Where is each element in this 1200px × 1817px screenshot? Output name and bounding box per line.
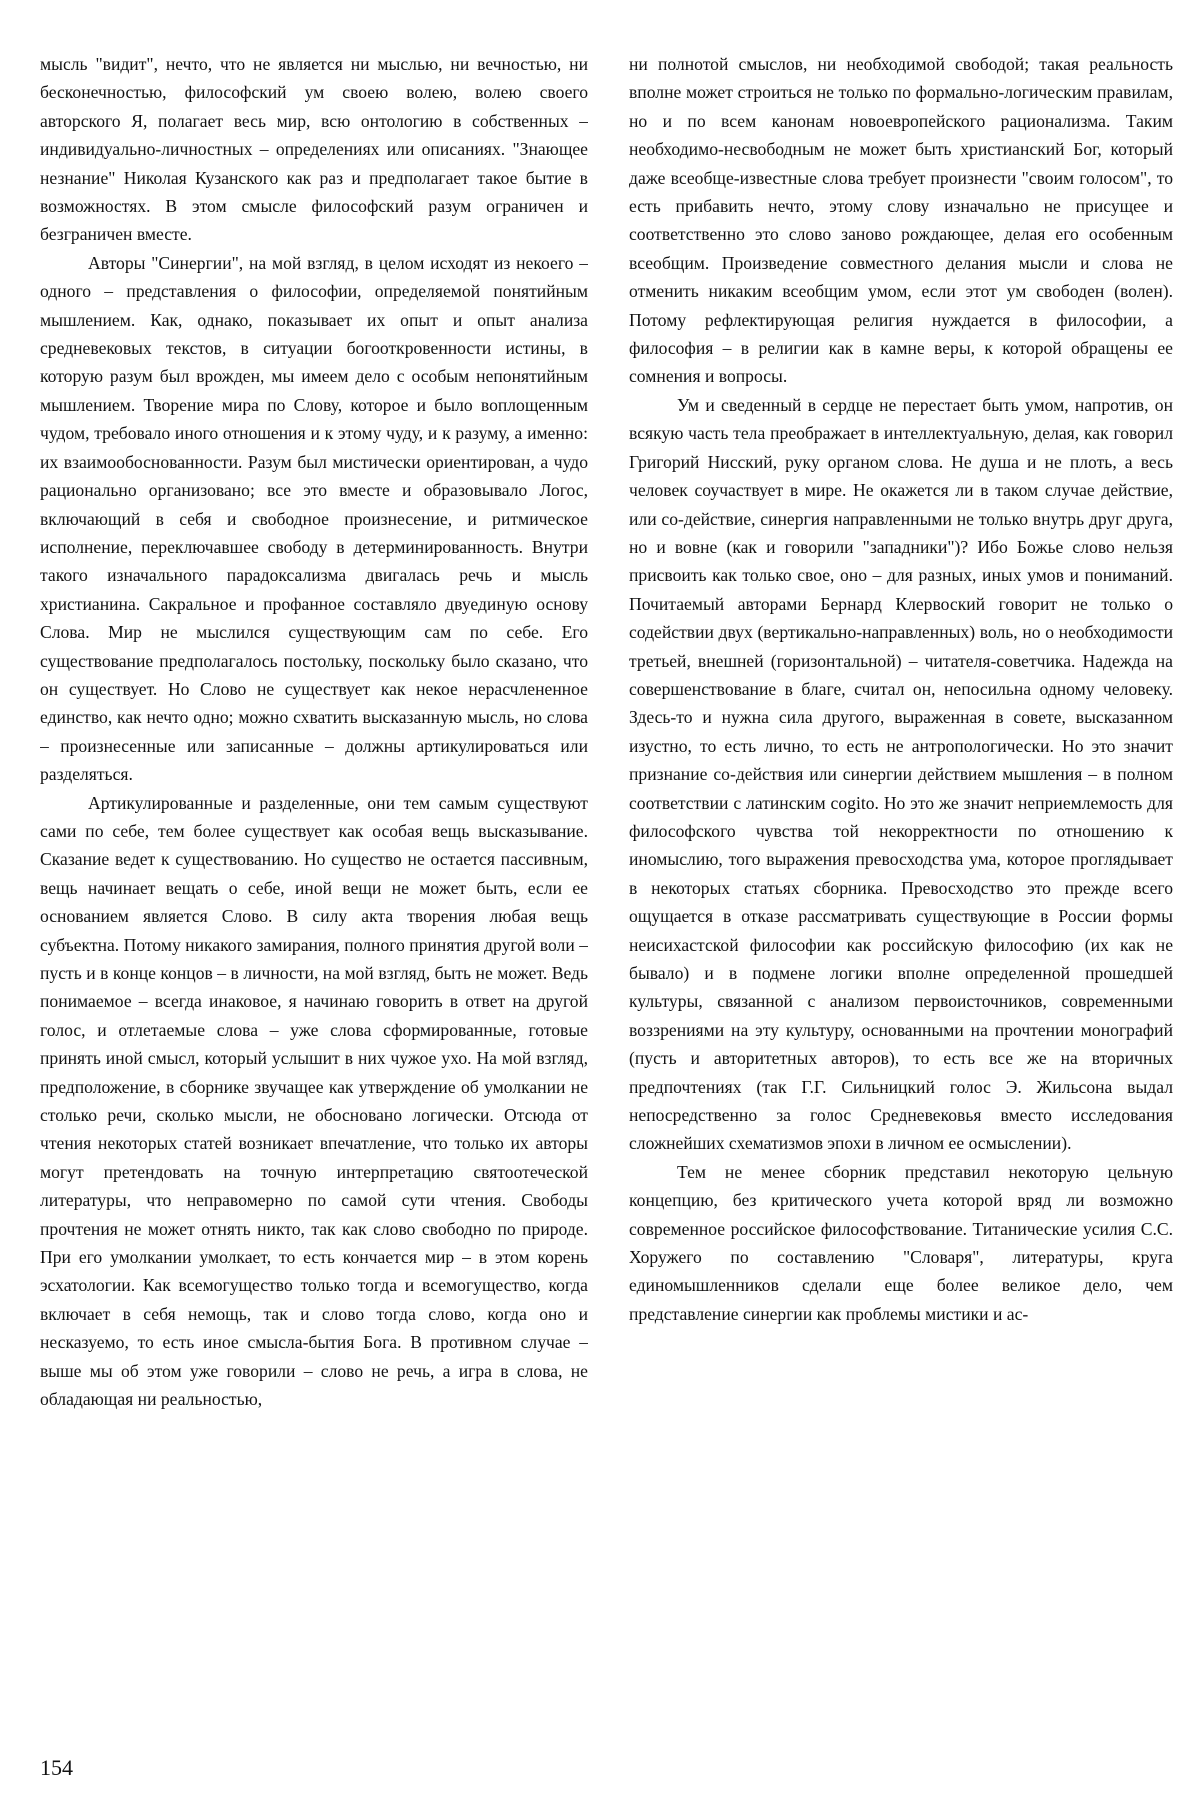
paragraph: Артикулированные и разделенные, они тем самым существуют сами по себе, тем более существует как особая вещь высказывание. Сказание ведет к существованию. Но существо не остается пассивным, вещь начинает вещать о себе, иной вещи не может быть, если ее основанием является Слово. В силу акта творения любая вещь субъектна. Потому никакого замирания, полного принятия другой воли – пусть и в конце концов – в личности, на мой взгляд, быть не может. Ведь понимаемое – всегда инаковое, я начинаю говорить в ответ на другой голос, и отлетаемые слова – уже слова сформированные, готовые принять иной смысл, который услышит в них чужое ухо. На мой взгляд, предположение, в сборнике звучащее как утверждение об умолкании не столько речи, сколько мысли, не обосновано логически. Отсюда от чтения некоторых статей возникает впечатление, что только их авторы могут претендовать на точную интерпретацию святоотеческой литературы, что неправомерно по самой сути чтения. Свободы прочтения не может отнять никто, так как слово свободно по природе. При его умолкании умолкает, то есть кончается мир – в этом корень эсхатологии. Как всемогущество только тогда и всемогущество, когда включает в себя немощь, так и слово тогда слово, когда оно и несказуемо, то есть иное смысла-бытия Бога. В противном случае – выше мы об этом уже говорили – слово не речь, а игра в слова, не обладающая ни реальностью, bbox=[40, 792, 588, 1410]
left-text-column bbox=[40, 50, 588, 1710]
right-text-column bbox=[629, 50, 1173, 1710]
paragraph: Тем не менее сборник представил некоторую цельную концепцию, без критического учета которой вряд ли возможно современное российское философствование. Титанические усилия С.С. Хоружего по составлению "Словаря", литературы, круга единомышленников сделали еще более великое дело, чем представление синергии как проблемы мистики и ас- bbox=[629, 1161, 1173, 1324]
paragraph: Ум и сведенный в сердце не перестает быть умом, напротив, он всякую часть тела преображает в интеллектуальную, делая, как говорил Григорий Нисский, руку органом слова. Не душа и не плоть, а весь человек соучаствует в мире. Не окажется ли в таком случае действие, или со-действие, синергия направленными не только внутрь друг друга, но и вовне (как и говорили "западники")? Ибо Божье слово нельзя присвоить как только свое, оно – для разных, иных умов и пониманий. Почитаемый авторами Бернард Клервоский говорит не только о содействии двух (вертикально-направленных) воль, но о необходимости третьей, внешней (горизонтальной) – читателя-советчика. Надежда на совершенствование в благе, считал он, непосильна одному человеку. Здесь-то и нужна сила другого, выраженная в совете, высказанном изустно, то есть лично, то есть не антропологически. Но это значит признание со-действия или синергии действием мышления – в полном соответствии с латинским cogito. Но это же значит неприемлемость для философского чувства той некорректности по отношению к иномыслию, того выражения превосходства ума, которое проглядывает в некоторых статьях сборника. Превосходство это прежде всего ощущается в отказе рассматривать существующие в России формы неисихастской философии как российскую философию (их как не бывало) и в подмене логики вполне определенной прошедшей культуры, связанной с анализом первоисточников, современными воззрениями на эту культуру, основанными на прочтении монографий (пусть и авторитетных авторов), то есть все же на вторичных предпочтениях (так Г.Г. Сильницкий голос Э. Жильсона выдал непосредственно за голос Средневековья вместо исследования сложнейших схематизмов эпохи в личном ее осмыслении). bbox=[629, 394, 1173, 1154]
paragraph: мысль "видит", нечто, что не является ни мыслью, ни вечностью, ни бесконечностью, философский ум своею волею, волею своего авторского Я, полагает весь мир, всю онтологию в собственных – индивидуально-личностных – определениях или описаниях. "Знающее незнание" Николая Кузанского как раз и предполагает такое бытие в возможностях. В этом смысле философский разум ограничен и безграничен вместе. bbox=[40, 54, 588, 245]
page-number: 154 bbox=[40, 1755, 73, 1780]
paragraph: Авторы "Синергии", на мой взгляд, в целом исходят из некоего – одного – представления о философии, определяемой понятийным мышлением. Как, однако, показывает их опыт и опыт анализа средневековых текстов, в ситуации богооткровенности истины, в которую разум был врожден, мы имеем дело с особым непонятийным мышлением. Творение мира по Слову, которое и было воплощенным чудом, требовало иного отношения и к этому чуду, и к разуму, а именно: их взаимообоснованности. Разум был мистически ориентирован, а чудо рационально организовано; все это вместе и образовывало Логос, включающий в себя и свободное произнесение, и ритмическое исполнение, переключавшее свободу в детерминированность. Внутри такого изначального парадоксализма двигалась речь и мысль христианина. Сакральное и профанное составляло двуединую основу Слова. Мир не мыслился существующим сам по себе. Его существование предполагалось постольку, поскольку было сказано, что он существует. Но Слово не существует как некое нерасчлененное единство, как нечто одно; можно схватить высказанную мысль, но слова – произнесенные или записанные – должны артикулироваться или разделяться. bbox=[40, 252, 588, 785]
paragraph: ни полнотой смыслов, ни необходимой свободой; такая реальность вполне может строиться не только по формально-логическим правилам, но и по всем канонам новоевропейского рационализма. Таким необходимо-несвободным не может быть христианский Бог, который даже всеобще-известные слова требует произнести "своим голосом", то есть прибавить нечто, этому слову изначально не присущее и соответственно это слово заново рождающее, делая его особенным всеобщим. Произведение совместного делания мысли и слова не отменить никаким всеобщим умом, если этот ум свободен (волен). Потому рефлектирующая религия нуждается в философии, а философия – в религии как в камне веры, к которой обращены ее сомнения и вопросы. bbox=[629, 54, 1173, 387]
